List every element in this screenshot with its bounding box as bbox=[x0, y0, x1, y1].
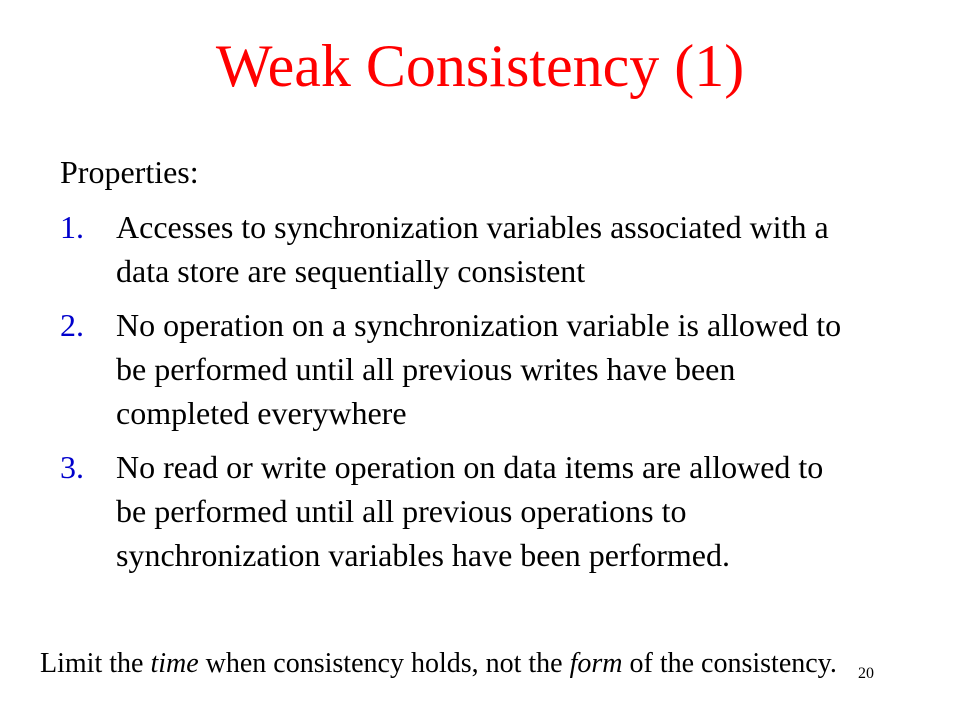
property-text-3: No read or write operation on data items are allowed to be performed until all previous operations to synchronization variables have been performed. bbox=[116, 449, 824, 573]
property-item-1 bbox=[60, 205, 860, 293]
properties-label: Properties: bbox=[60, 154, 199, 190]
footnote-emphasis-form: form bbox=[569, 648, 623, 679]
footnote-part-2: when consistency holds, not the bbox=[198, 648, 570, 679]
property-text-2: No operation on a synchronization variable is allowed to be performed until all previous writes have been completed everywhere bbox=[116, 307, 842, 431]
page-number: 20 bbox=[858, 665, 874, 682]
property-item-2 bbox=[60, 303, 860, 435]
property-item-3 bbox=[60, 445, 860, 577]
properties-list bbox=[60, 205, 860, 577]
property-number-1: 1. bbox=[60, 209, 84, 245]
property-text-1: Accesses to synchronization variables associated with a data store are sequentially consistent bbox=[116, 209, 829, 289]
footnote-part-3: of the consistency. bbox=[622, 648, 837, 679]
slide-title: Weak Consistency (1) bbox=[215, 33, 745, 99]
footnote-emphasis-time: time bbox=[150, 648, 199, 679]
footnote-part-1: Limit the bbox=[40, 648, 151, 679]
property-number-3: 3. bbox=[60, 449, 84, 485]
property-number-2: 2. bbox=[60, 307, 84, 343]
footnote bbox=[40, 644, 837, 684]
